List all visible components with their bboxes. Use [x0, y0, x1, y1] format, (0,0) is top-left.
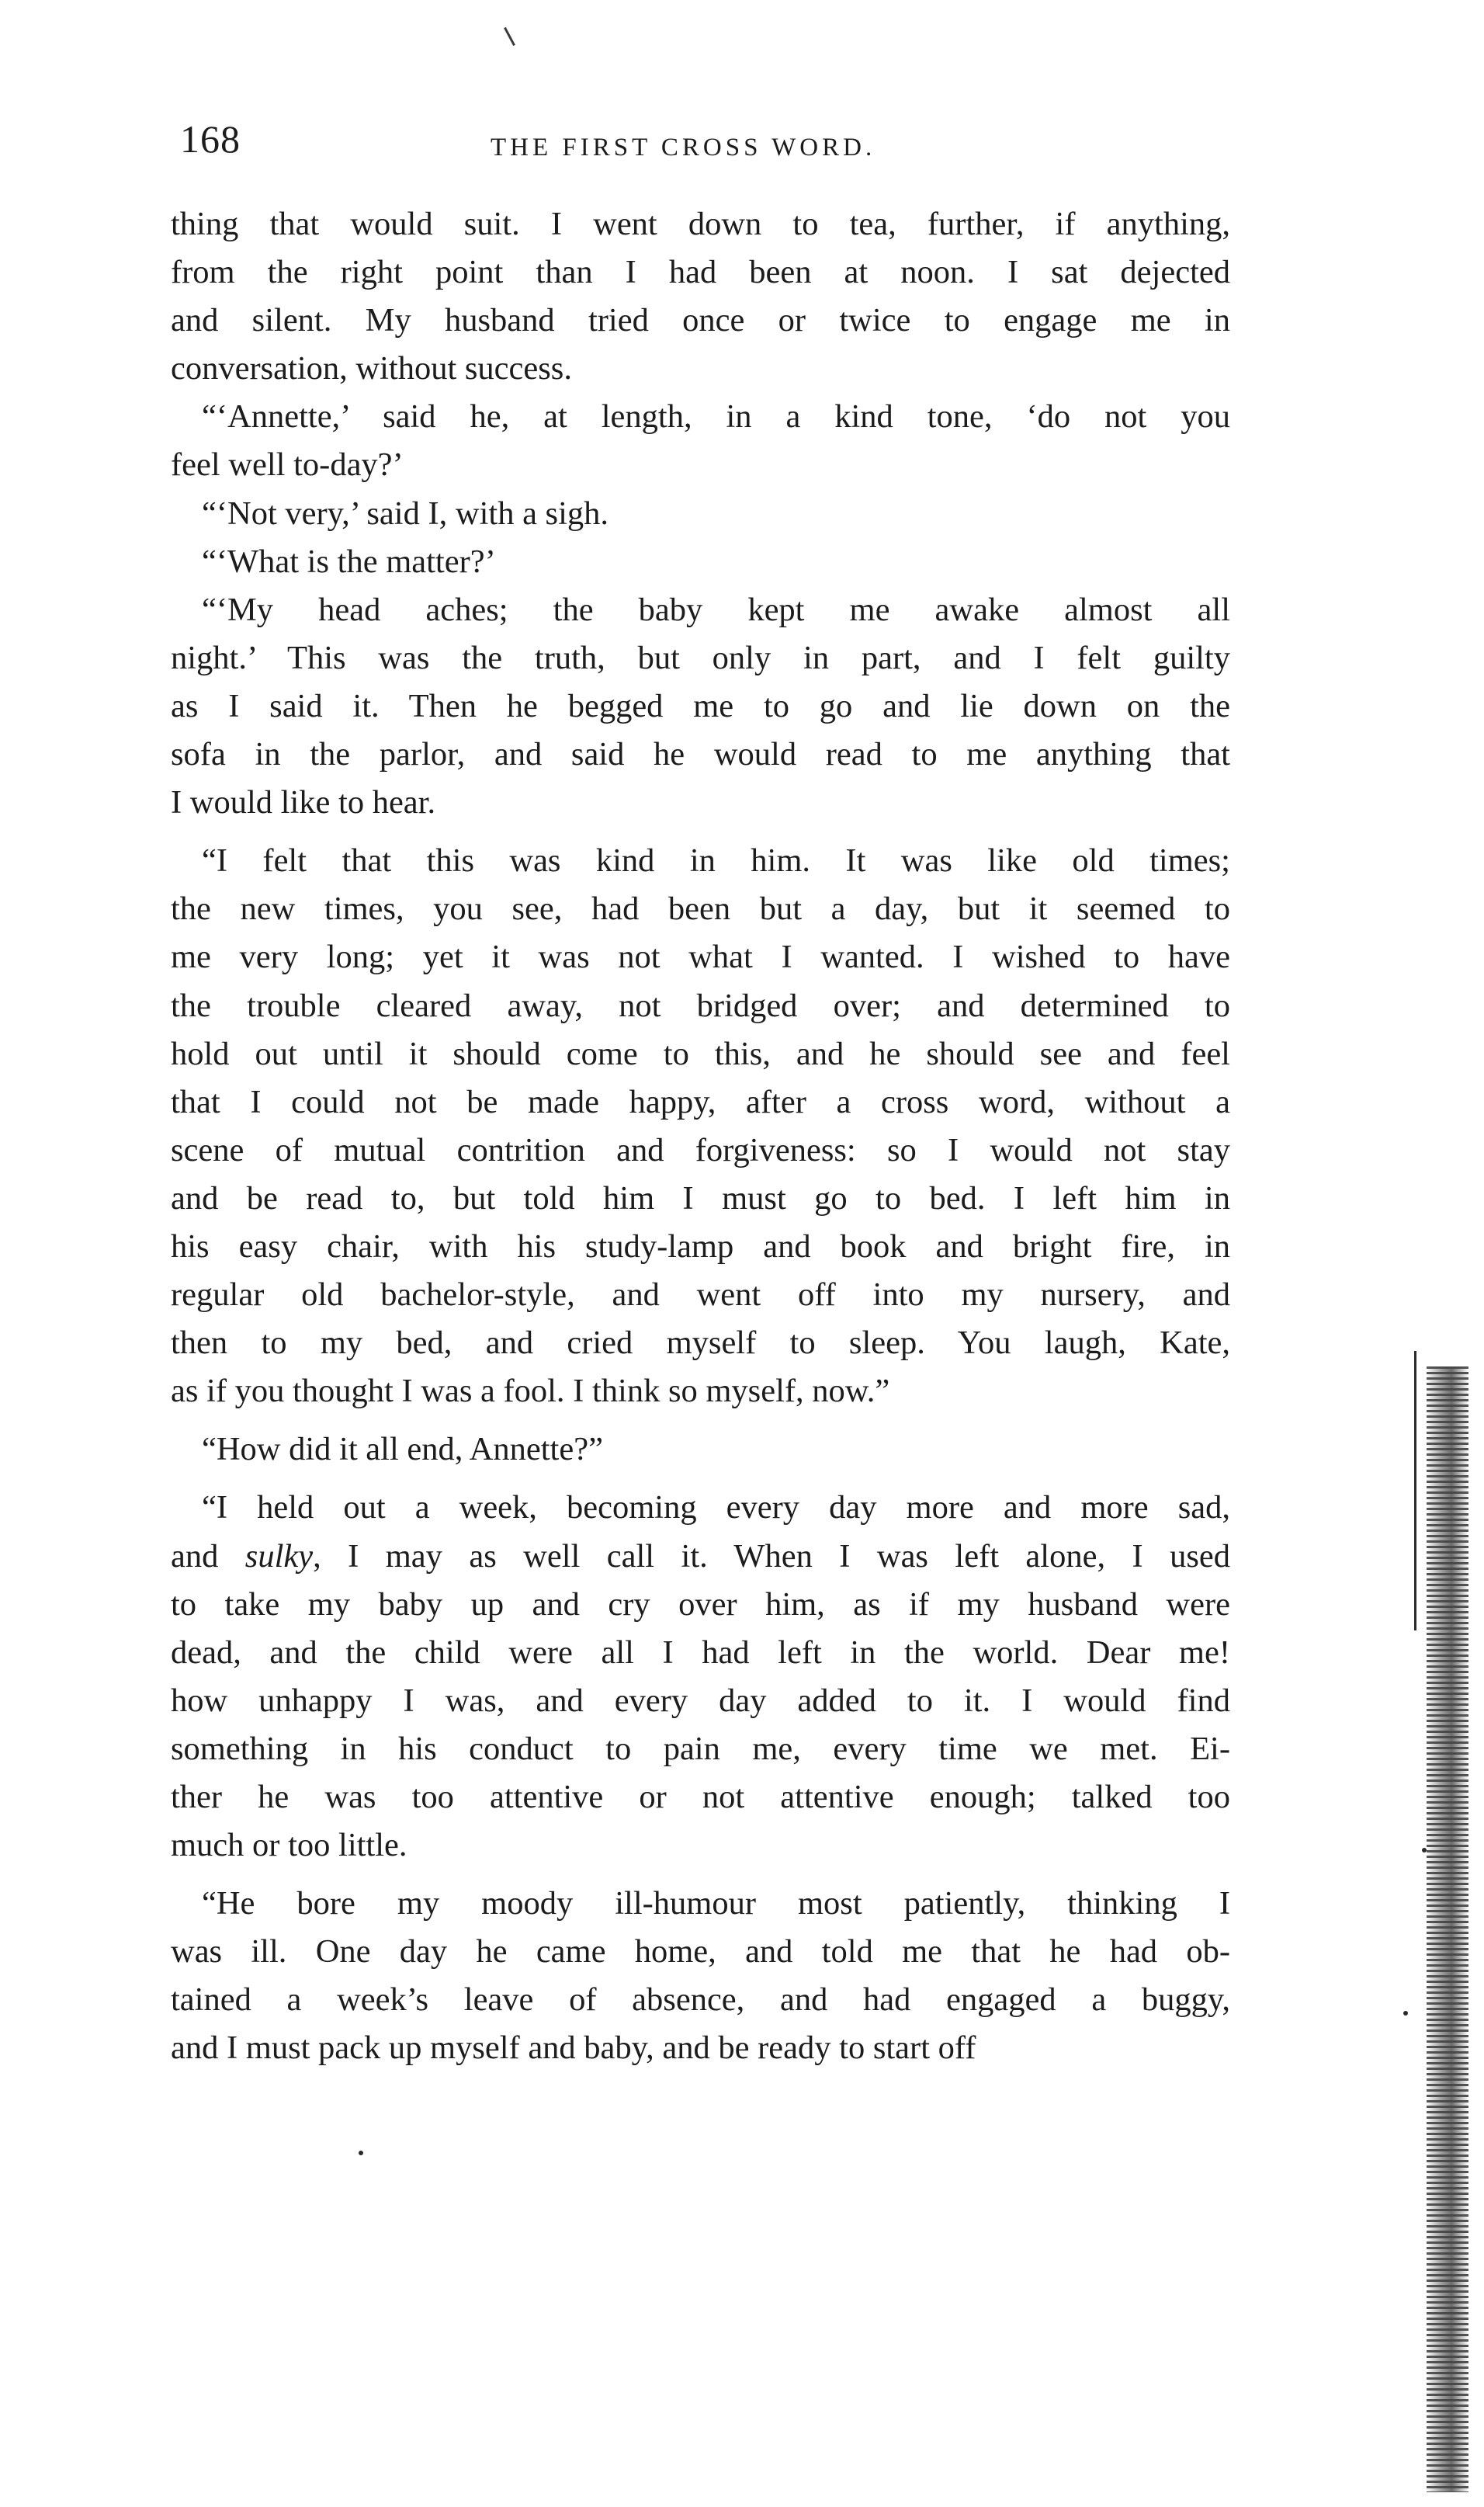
speck	[1403, 2011, 1408, 2016]
text-line: “How did it all end, Annette?”	[202, 1431, 603, 1468]
text-line: “‘What is the matter?’	[202, 543, 496, 580]
text-line: dead, and the child were all I had left in the world. Dear me!	[171, 1634, 1230, 1671]
text-line: and be read to, but told him I must go to bed. I left him in	[171, 1179, 1230, 1217]
paragraph	[171, 393, 1230, 489]
speck	[359, 2151, 363, 2155]
paragraph	[171, 490, 1230, 538]
text-line: was ill. One day he came home, and told me that he had ob-	[171, 1933, 1230, 1971]
text-line: “‘Annette,’ said he, at length, in a kind tone, ‘do not you	[202, 398, 1230, 436]
text-line: “I held out a week, becoming every day more and more sad,	[202, 1489, 1230, 1526]
text-line: the trouble cleared away, not bridged over; and determined to	[171, 987, 1230, 1024]
paragraph	[171, 1425, 1230, 1474]
text-line: how unhappy I was, and every day added to it. I would find	[171, 1682, 1230, 1719]
paragraph	[171, 1880, 1230, 2072]
running-head: THE FIRST CROSS WORD.	[491, 134, 876, 161]
text-line: the new times, you see, had been but a day, but it seemed to	[171, 891, 1230, 928]
text-line: “‘Not very,’ said I, with a sigh.	[202, 495, 609, 532]
scan-edge-line	[1414, 1351, 1416, 1630]
text-line: and sulky, I may as well call it. When I was left alone, I used	[171, 1537, 1230, 1575]
text-line: his easy chair, with his study-lamp and book and bright fire, in	[171, 1227, 1230, 1265]
text-line: ther he was too attentive or not attentive enough; talked too	[171, 1779, 1230, 1815]
paragraph	[171, 538, 1230, 586]
text-line: “I felt that this was kind in him. It was like old times;	[202, 842, 1230, 880]
page-header	[180, 116, 1236, 171]
text-line: something in his conduct to pain me, every time we met. Ei-	[171, 1730, 1230, 1767]
text-line: as I said it. Then he begged me to go and lie down on the	[171, 687, 1230, 724]
paragraph	[171, 586, 1230, 827]
ink-mark	[504, 27, 515, 46]
italic-word: sulky	[244, 1537, 314, 1575]
body-text	[171, 200, 1230, 2073]
text-line: scene of mutual contrition and forgiveness: so I would not stay	[171, 1131, 1230, 1168]
text-line: conversation, without success.	[171, 350, 572, 387]
text-line: feel well to-day?’	[171, 446, 404, 484]
text-line: “He bore my moody ill-humour most patiently, thinking I	[202, 1885, 1230, 1922]
paragraph	[171, 1484, 1230, 1870]
text-line: to take my baby up and cry over him, as if my husband were	[171, 1585, 1230, 1623]
text-line: night.’ This was the truth, but only in part, and I felt guilty	[171, 639, 1230, 676]
text-line: then to my bed, and cried myself to sleep. You laugh, Kate,	[171, 1325, 1230, 1362]
text-line: and I must pack up myself and baby, and be ready to start off	[171, 2030, 976, 2067]
scan-edge-bleed	[1427, 1366, 1468, 2492]
speck	[1422, 1848, 1427, 1852]
text-line: I would like to hear.	[171, 784, 436, 821]
text-line: from the right point than I had been at noon. I sat dejected	[171, 254, 1230, 291]
page-number: 168	[180, 117, 241, 161]
paragraph	[171, 200, 1230, 393]
text-line: me very long; yet it was not what I wanted. I wished to have	[171, 939, 1230, 976]
text-line: “‘My head aches; the baby kept me awake almost all	[202, 591, 1230, 628]
text-line: as if you thought I was a fool. I think so myself, now.”	[171, 1373, 890, 1410]
text-line: tained a week’s leave of absence, and had engaged a buggy,	[171, 1981, 1230, 2019]
paragraph	[171, 837, 1230, 1415]
text-line: much or too little.	[171, 1827, 407, 1864]
text-line: thing that would suit. I went down to tea, further, if anything,	[171, 206, 1230, 242]
text-line: sofa in the parlor, and said he would read to me anything that	[171, 736, 1230, 773]
text-line: regular old bachelor-style, and went off into my nursery, and	[171, 1276, 1230, 1314]
text-line: hold out until it should come to this, and he should see and feel	[171, 1035, 1230, 1072]
text-line: and silent. My husband tried once or twice to engage me in	[171, 302, 1230, 339]
text-line: that I could not be made happy, after a cross word, without a	[171, 1083, 1230, 1120]
